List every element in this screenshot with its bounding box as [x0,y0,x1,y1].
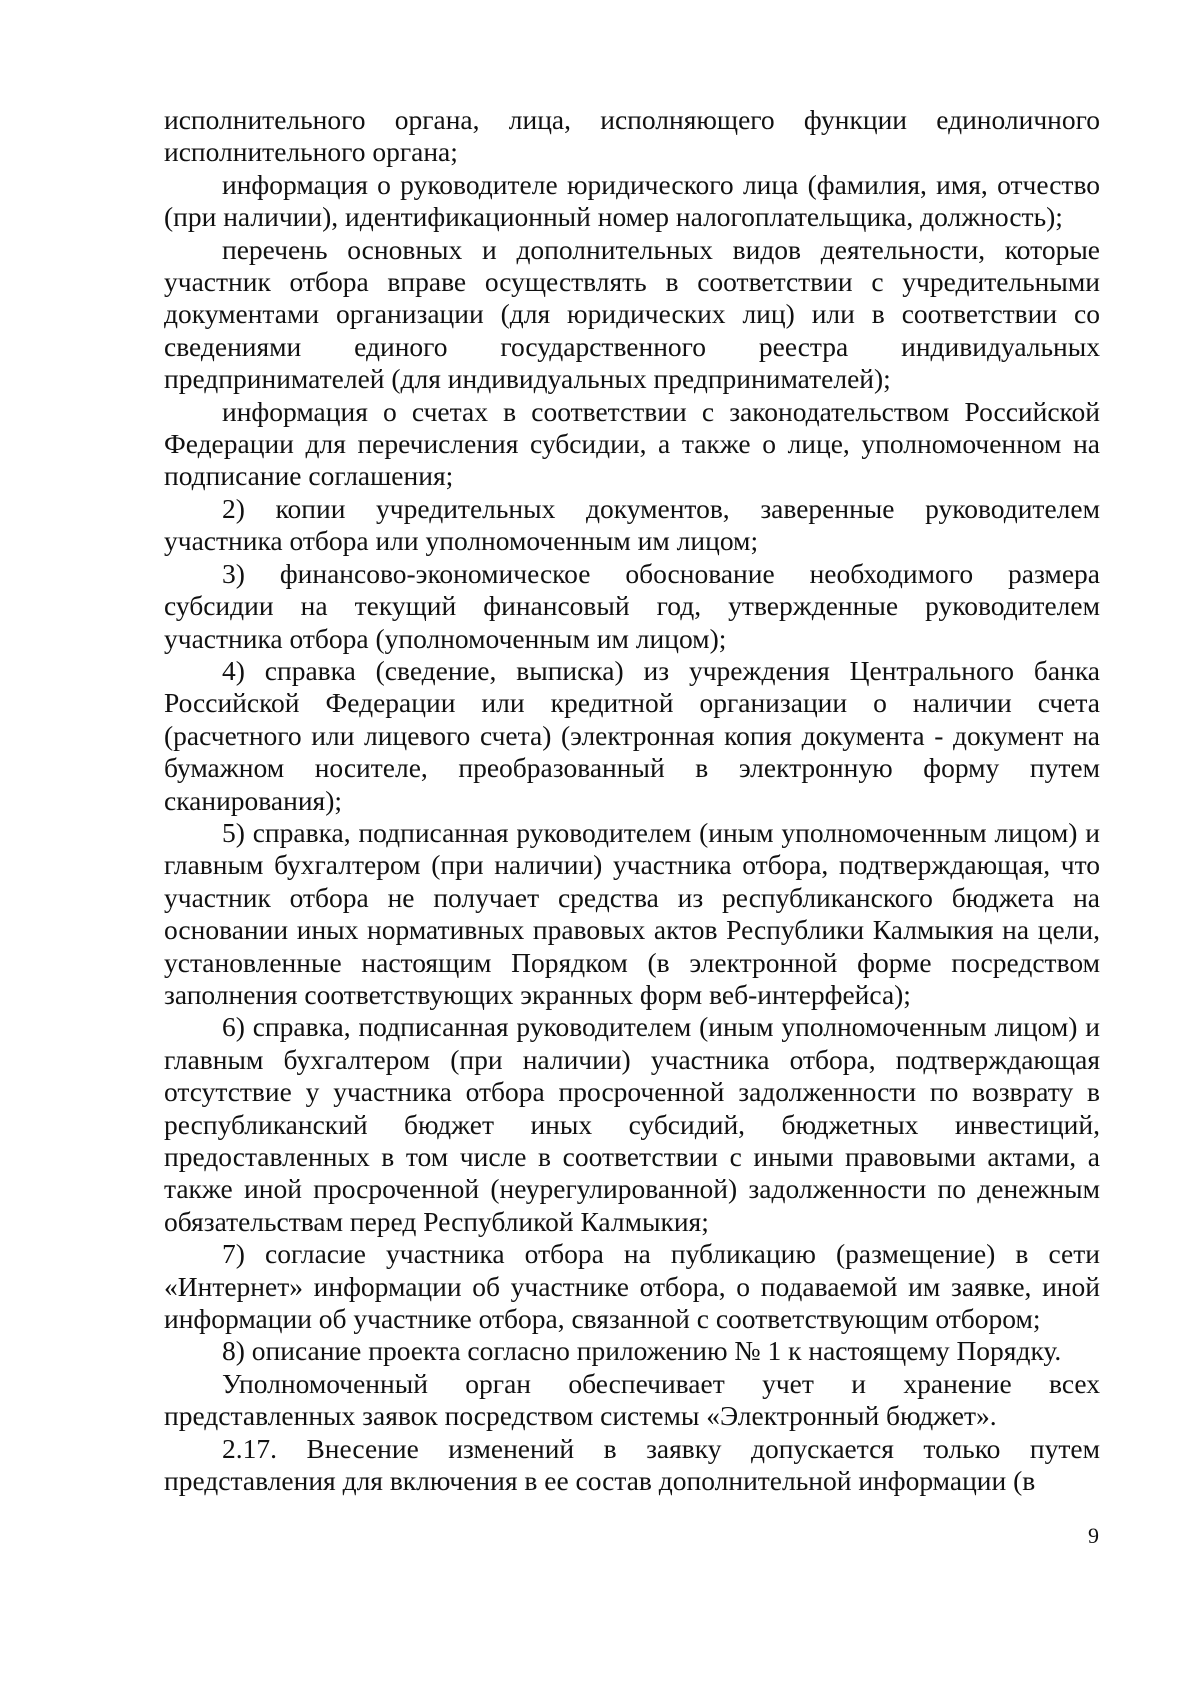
clause-paragraph: 2.17. Внесение изменений в заявку допускается только путем представления для включения в ее состав дополнительной информации (в [164,1432,1100,1497]
page-number: 9 [1088,1523,1099,1548]
list-item: 5) справка, подписанная руководителем (иным уполномоченным лицом) и главным бухгалтером (при наличии) участника отбора, подтверждающая, что участник отбора не получает средства из республиканского бюджета на основании иных нормативных правовых актов Республики Калмыкия на цели, установленные настоящим Порядком (в электронной форме посредством заполнения соответствующих экранных форм веб-интерфейса); [164,816,1100,1010]
paragraph: Уполномоченный орган обеспечивает учет и хранение всех представленных заявок посредством системы «Электронный бюджет». [164,1367,1100,1432]
list-item: 2) копии учредительных документов, заверенные руководителем участника отбора или уполномоченным им лицом; [164,492,1100,557]
list-item: 6) справка, подписанная руководителем (иным уполномоченным лицом) и главным бухгалтером (при наличии) участника отбора, подтверждающая отсутствие у участника отбора просроченной задолженности по возврату в республиканский бюджет иных субсидий, бюджетных инвестиций, предоставленных в том числе в соответствии с иными правовыми актами, а также иной просроченной (неурегулированной) задолженности по денежным обязательствам перед Республикой Калмыкия; [164,1011,1100,1237]
list-item: 3) финансово-экономическое обоснование необходимого размера субсидии на текущий финансовый год, утвержденные руководителем участника отбора (уполномоченным им лицом); [164,557,1100,654]
list-item: 4) справка (сведение, выписка) из учреждения Центрального банка Российской Федерации или кредитной организации о наличии счета (расчетного или лицевого счета) (электронная копия документа - документ на бумажном носителе, преобразованный в электронную форму путем сканирования); [164,654,1100,816]
paragraph: информация о счетах в соответствии с законодательством Российской Федерации для перечисления субсидии, а также о лице, уполномоченном на подписание соглашения; [164,395,1100,492]
paragraph: перечень основных и дополнительных видов деятельности, которые участник отбора вправе осуществлять в соответствии с учредительными документами организации (для юридических лиц) или в соответствии со сведениями единого государственного реестра индивидуальных предпринимателей (для индивидуальных предпринимателей); [164,233,1100,395]
paragraph: исполнительного органа, лица, исполняющего функции единоличного исполнительного органа; [164,104,1100,168]
document-body [164,104,1100,1497]
list-item: 8) описание проекта согласно приложению № 1 к настоящему Порядку. [222,1335,1062,1367]
paragraph: информация о руководителе юридического лица (фамилия, имя, отчество (при наличии), идентификационный номер налогоплательщика, должность); [164,168,1100,233]
list-item: 7) согласие участника отбора на публикацию (размещение) в сети «Интернет» информации об участнике отбора, о подаваемой им заявке, иной информации об участнике отбора, связанной с соответствующим отбором; [164,1238,1100,1335]
